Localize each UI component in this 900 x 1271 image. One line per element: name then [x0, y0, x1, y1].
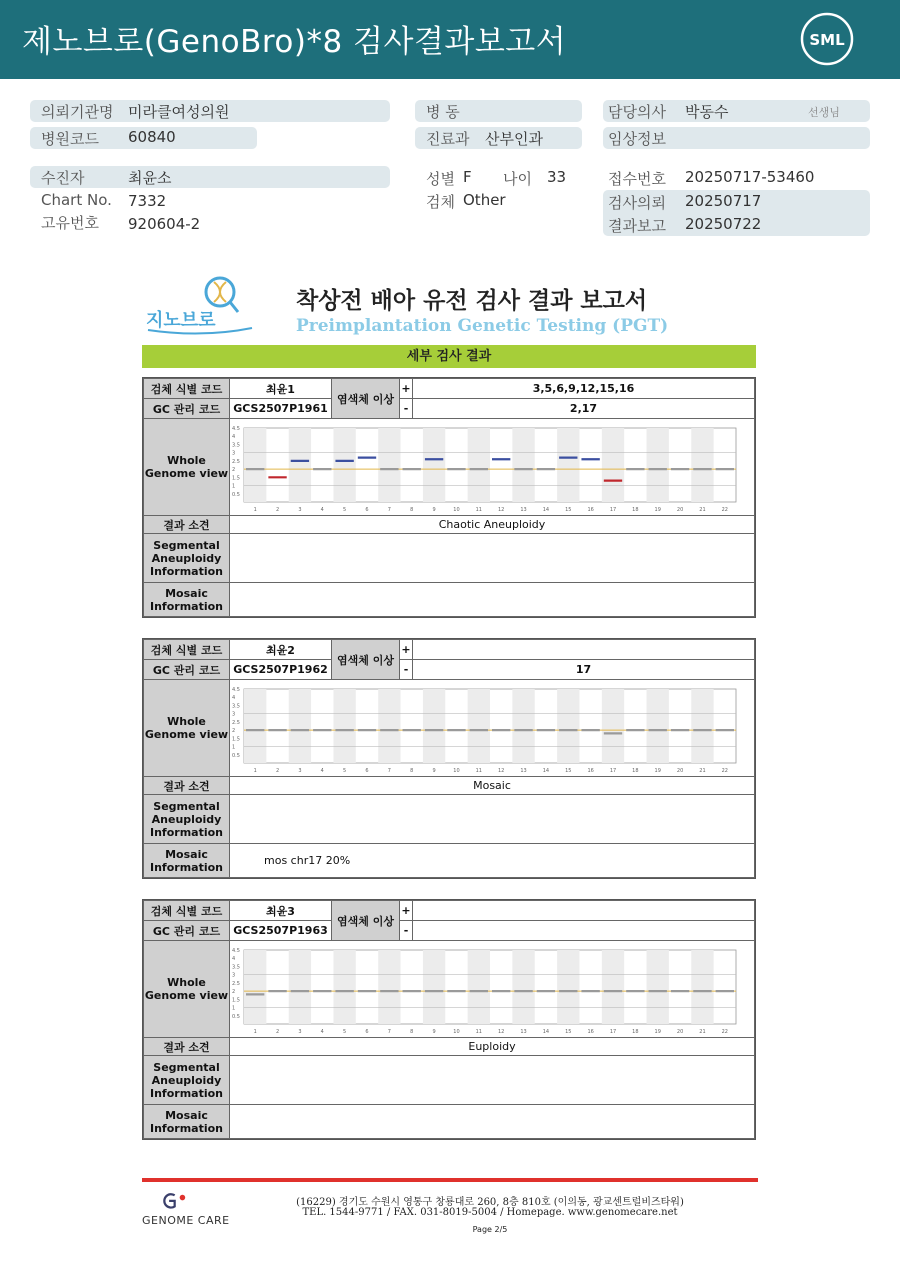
- mosaic-label: Mosaic Information: [144, 1105, 230, 1139]
- sex-value: F: [463, 168, 472, 186]
- chromosome-band: [468, 689, 490, 763]
- y-tick-label: 1.5: [232, 474, 240, 481]
- gc-code-value: GCS2507P1963: [230, 921, 332, 941]
- specimen-label: 검체: [426, 193, 455, 211]
- segmental-value: [230, 1056, 755, 1105]
- chromosome-band: [512, 428, 534, 502]
- chart-value: 7332: [128, 192, 167, 210]
- y-tick-label: 2.5: [232, 980, 240, 987]
- loss-value: [413, 921, 755, 941]
- dept-label: 진료과: [426, 130, 470, 148]
- sample-id-label: 검체 식별 코드: [144, 379, 230, 399]
- x-tick-label: 4: [320, 1028, 324, 1035]
- segmental-value: [230, 795, 755, 844]
- sml-logo: [800, 12, 854, 66]
- loss-value: 17: [413, 660, 755, 680]
- y-tick-label: 1: [232, 1005, 236, 1012]
- y-tick-label: 0.5: [232, 491, 240, 498]
- chromosome-band: [423, 689, 445, 763]
- gc-code-label: GC 관리 코드: [144, 921, 230, 941]
- x-tick-label: 10: [453, 506, 460, 513]
- specimen-value: Other: [463, 191, 506, 209]
- genome-plot-cell: [230, 680, 755, 777]
- loss-value: 2,17: [413, 399, 755, 419]
- y-tick-label: 4: [232, 955, 236, 962]
- y-tick-label: 2: [232, 727, 236, 734]
- chromosome-band: [602, 950, 624, 1024]
- gain-value: [413, 901, 755, 921]
- y-tick-label: 0.5: [232, 1013, 240, 1020]
- x-tick-label: 19: [654, 1028, 661, 1035]
- doctor-value: 박동수: [685, 103, 729, 121]
- gc-code-value: GCS2507P1961: [230, 399, 332, 419]
- x-tick-label: 16: [587, 767, 594, 774]
- chromosome-band: [289, 689, 311, 763]
- segmental-label: Segmental Aneuploidy Information: [144, 1056, 230, 1105]
- y-tick-label: 0.5: [232, 752, 240, 759]
- clinical-label: 임상정보: [608, 130, 666, 148]
- segmental-label: Segmental Aneuploidy Information: [144, 795, 230, 844]
- x-tick-label: 8: [410, 1028, 414, 1035]
- mosaic-value: [230, 1105, 755, 1139]
- chromosome-band: [244, 689, 266, 763]
- findings-value: Euploidy: [230, 1038, 755, 1056]
- x-tick-label: 18: [632, 767, 639, 774]
- sample-id-label: 검체 식별 코드: [144, 640, 230, 660]
- gain-value: 3,5,6,9,12,15,16: [413, 379, 755, 399]
- x-tick-label: 17: [609, 506, 617, 513]
- x-tick-label: 21: [699, 506, 706, 513]
- header-bar: [0, 0, 900, 79]
- page-title: 제노브로(GenoBro)*8 검사결과보고서: [22, 24, 567, 60]
- chromosome-band: [557, 689, 579, 763]
- chromosome-band: [244, 950, 266, 1024]
- chromosome-band: [423, 950, 445, 1024]
- x-tick-label: 8: [410, 767, 414, 774]
- x-tick-label: 13: [520, 506, 527, 513]
- receipt-value: 20250717-53460: [685, 168, 815, 186]
- age-value: 33: [547, 168, 567, 186]
- chromosome-band: [468, 950, 490, 1024]
- findings-value: Chaotic Aneuploidy: [230, 516, 755, 534]
- chromosome-band: [691, 689, 713, 763]
- loss-sign: -: [400, 660, 413, 680]
- x-tick-label: 10: [453, 767, 460, 774]
- gc-code-label: GC 관리 코드: [144, 399, 230, 419]
- x-tick-label: 12: [497, 767, 505, 774]
- x-tick-label: 9: [432, 1028, 436, 1035]
- x-tick-label: 19: [654, 506, 661, 513]
- x-tick-label: 16: [587, 506, 594, 513]
- chromosome-band: [333, 689, 355, 763]
- request-label: 검사의뢰: [608, 194, 666, 212]
- sample-id-label: 검체 식별 코드: [144, 901, 230, 921]
- x-tick-label: 14: [542, 506, 550, 513]
- x-tick-label: 9: [432, 767, 436, 774]
- x-tick-label: 4: [320, 506, 324, 513]
- mosaic-value: [230, 583, 755, 617]
- sample-id-value: 최윤2: [230, 640, 332, 660]
- mosaic-label: Mosaic Information: [144, 844, 230, 878]
- gain-sign: +: [400, 640, 413, 660]
- report-value: 20250722: [685, 215, 762, 233]
- x-tick-label: 13: [520, 767, 527, 774]
- gc-code-value: GCS2507P1962: [230, 660, 332, 680]
- loss-sign: -: [400, 399, 413, 419]
- chromosome-band: [512, 950, 534, 1024]
- gain-sign: +: [400, 379, 413, 399]
- dept-value: 산부인과: [485, 130, 543, 148]
- x-tick-label: 8: [410, 506, 414, 513]
- x-tick-label: 17: [609, 767, 617, 774]
- y-tick-label: 1: [232, 483, 236, 490]
- x-tick-label: 6: [365, 1028, 369, 1035]
- x-tick-label: 15: [565, 1028, 572, 1035]
- x-tick-label: 22: [721, 1028, 729, 1035]
- y-tick-label: 3: [232, 972, 236, 979]
- ward-label: 병 동: [426, 103, 460, 121]
- patient-value: 최윤소: [128, 169, 172, 187]
- findings-label: 결과 소견: [144, 516, 230, 534]
- x-tick-label: 10: [453, 1028, 460, 1035]
- hospital-label: 의뢰기관명: [41, 103, 114, 121]
- x-tick-label: 5: [343, 1028, 347, 1035]
- company-contact: TEL. 1544-9771 / FAX. 031-8019-5004 / Homepage. www.genomecare.net: [302, 1207, 678, 1218]
- genome-plot: [230, 420, 754, 515]
- x-tick-label: 22: [721, 767, 729, 774]
- chromosome-band: [333, 950, 355, 1024]
- chromosome-band: [468, 428, 490, 502]
- chromosome-band: [512, 689, 534, 763]
- genome-care-logo: [158, 1190, 208, 1214]
- request-value: 20250717: [685, 192, 762, 210]
- chromosome-band: [423, 428, 445, 502]
- y-tick-label: 1.5: [232, 735, 240, 742]
- chromosome-band: [557, 950, 579, 1024]
- genome-plot: [230, 942, 754, 1037]
- x-tick-label: 20: [676, 1028, 684, 1035]
- chromosome-band: [647, 950, 669, 1024]
- x-tick-label: 3: [298, 506, 302, 513]
- doctor-label: 담당의사: [608, 103, 666, 121]
- y-tick-label: 3.5: [232, 963, 240, 970]
- x-tick-label: 6: [365, 506, 369, 513]
- chromosome-band: [691, 950, 713, 1024]
- mosaic-value: mos chr17 20%: [230, 844, 755, 878]
- chromosome-band: [378, 950, 400, 1024]
- x-tick-label: 14: [542, 1028, 550, 1035]
- genome-plot-cell: [230, 419, 755, 516]
- x-tick-label: 11: [475, 767, 483, 774]
- y-tick-label: 3.5: [232, 441, 240, 448]
- patient-label: 수진자: [41, 169, 85, 187]
- chromosome-band: [378, 689, 400, 763]
- y-tick-label: 2: [232, 988, 236, 995]
- x-tick-label: 14: [542, 767, 550, 774]
- loss-sign: -: [400, 921, 413, 941]
- x-tick-label: 12: [497, 1028, 505, 1035]
- uid-label: 고유번호: [41, 214, 99, 232]
- y-tick-label: 2: [232, 466, 236, 473]
- genobro-logo: [142, 270, 262, 340]
- mosaic-label: Mosaic Information: [144, 583, 230, 617]
- chromosome-band: [647, 689, 669, 763]
- abnormal-label: 염색체 이상: [332, 640, 400, 680]
- sample-block-1: [142, 377, 756, 618]
- x-tick-label: 11: [475, 506, 483, 513]
- x-tick-label: 3: [298, 1028, 302, 1035]
- y-tick-label: 4.5: [232, 947, 240, 954]
- uid-value: 920604-2: [128, 215, 201, 233]
- y-tick-label: 2.5: [232, 458, 240, 465]
- x-tick-label: 1: [253, 1028, 257, 1035]
- page-number: Page 2/5: [472, 1225, 508, 1234]
- x-tick-label: 19: [654, 767, 661, 774]
- code-label: 병원코드: [41, 130, 99, 148]
- x-tick-label: 15: [565, 506, 572, 513]
- genome-view-label: Whole Genome view: [144, 680, 230, 777]
- x-tick-label: 9: [432, 506, 436, 513]
- abnormal-label: 염색체 이상: [332, 379, 400, 419]
- report-title-en: Preimplantation Genetic Testing (PGT): [296, 316, 669, 336]
- chromosome-band: [378, 428, 400, 502]
- sample-id-value: 최윤1: [230, 379, 332, 399]
- company-address: (16229) 경기도 수원시 영통구 창룡대로 260, 8층 810호 (이의동, 광교센트럴비즈타워): [296, 1197, 684, 1208]
- hospital-value: 미라클여성의원: [128, 103, 230, 121]
- y-tick-label: 4.5: [232, 425, 240, 432]
- sex-label: 성별: [426, 170, 455, 188]
- genome-plot-cell: [230, 941, 755, 1038]
- gain-value: [413, 640, 755, 660]
- report-title-ko: 착상전 배아 유전 검사 결과 보고서: [296, 288, 648, 314]
- x-tick-label: 1: [253, 506, 257, 513]
- y-tick-label: 4: [232, 694, 236, 701]
- segmental-label: Segmental Aneuploidy Information: [144, 534, 230, 583]
- x-tick-label: 21: [699, 767, 706, 774]
- chromosome-band: [289, 950, 311, 1024]
- footer-rule: [142, 1178, 758, 1182]
- x-tick-label: 7: [387, 506, 391, 513]
- section-title: 세부 검사 결과: [142, 345, 756, 368]
- abnormal-label: 염색체 이상: [332, 901, 400, 941]
- y-tick-label: 3: [232, 711, 236, 718]
- x-tick-label: 20: [676, 506, 684, 513]
- code-value: 60840: [128, 128, 176, 146]
- findings-label: 결과 소견: [144, 1038, 230, 1056]
- chromosome-band: [289, 428, 311, 502]
- x-tick-label: 18: [632, 506, 639, 513]
- chromosome-band: [602, 428, 624, 502]
- x-tick-label: 5: [343, 506, 347, 513]
- x-tick-label: 7: [387, 1028, 391, 1035]
- x-tick-label: 2: [275, 506, 280, 513]
- age-label: 나이: [503, 170, 532, 188]
- gain-sign: +: [400, 901, 413, 921]
- doctor-suffix: 선생님: [808, 106, 840, 119]
- x-tick-label: 6: [365, 767, 369, 774]
- y-tick-label: 3: [232, 450, 236, 457]
- genome-plot: [230, 681, 754, 776]
- sample-block-2: [142, 638, 756, 879]
- x-tick-label: 18: [632, 1028, 639, 1035]
- chromosome-band: [647, 428, 669, 502]
- chromosome-band: [691, 428, 713, 502]
- y-tick-label: 1.5: [232, 996, 240, 1003]
- genome-view-label: Whole Genome view: [144, 419, 230, 516]
- x-tick-label: 7: [387, 767, 391, 774]
- sample-block-3: [142, 899, 756, 1140]
- chromosome-band: [557, 428, 579, 502]
- chromosome-band: [333, 428, 355, 502]
- y-tick-label: 4: [232, 433, 236, 440]
- sample-id-value: 최윤3: [230, 901, 332, 921]
- x-tick-label: 16: [587, 1028, 594, 1035]
- x-tick-label: 11: [475, 1028, 483, 1035]
- chromosome-band: [602, 689, 624, 763]
- x-tick-label: 2: [275, 1028, 280, 1035]
- y-tick-label: 2.5: [232, 719, 240, 726]
- findings-label: 결과 소견: [144, 777, 230, 795]
- receipt-label: 접수번호: [608, 170, 666, 188]
- x-tick-label: 4: [320, 767, 324, 774]
- x-tick-label: 13: [520, 1028, 527, 1035]
- x-tick-label: 22: [721, 506, 729, 513]
- sml-logo-text: SML: [809, 31, 845, 49]
- y-tick-label: 4.5: [232, 686, 240, 693]
- genobro-logo-text: 지노브로: [146, 310, 216, 331]
- chromosome-band: [244, 428, 266, 502]
- y-tick-label: 3.5: [232, 702, 240, 709]
- x-tick-label: 20: [676, 767, 684, 774]
- x-tick-label: 1: [253, 767, 257, 774]
- x-tick-label: 3: [298, 767, 302, 774]
- chart-label: Chart No.: [41, 191, 112, 209]
- report-label: 결과보고: [608, 217, 666, 235]
- x-tick-label: 12: [497, 506, 505, 513]
- company-name: GENOME CARE: [142, 1214, 230, 1227]
- genome-view-label: Whole Genome view: [144, 941, 230, 1038]
- segmental-value: [230, 534, 755, 583]
- gc-code-label: GC 관리 코드: [144, 660, 230, 680]
- y-tick-label: 1: [232, 744, 236, 751]
- x-tick-label: 17: [609, 1028, 617, 1035]
- x-tick-label: 5: [343, 767, 347, 774]
- x-tick-label: 2: [275, 767, 280, 774]
- x-tick-label: 15: [565, 767, 572, 774]
- x-tick-label: 21: [699, 1028, 706, 1035]
- findings-value: Mosaic: [230, 777, 755, 795]
